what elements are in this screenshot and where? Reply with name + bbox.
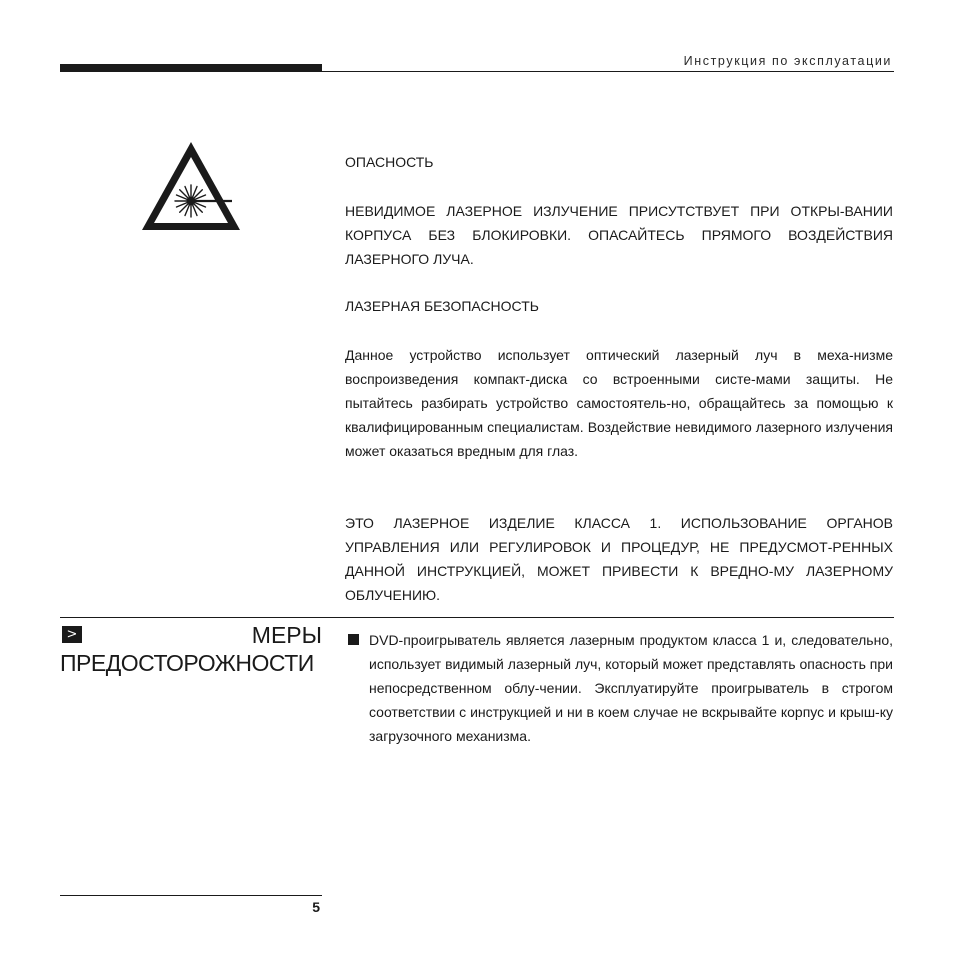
danger-heading: ОПАСНОСТЬ — [345, 154, 434, 170]
running-header: Инструкция по эксплуатации — [683, 54, 892, 68]
header-thick-bar — [60, 64, 322, 72]
precaution-bullet-text: DVD-проигрыватель является лазерным продуктом класса 1 и, следовательно, использует видимый лазерный луч, который может представлять опасность при непосредственном облу-чении. Эксплуатируйте проигрыватель в строгом соответствии с инструкцией и ни в коем случае не вскрывайте корпус и крыш-ку загрузочного механизма. — [369, 632, 893, 744]
section-title-line1: МЕРЫ — [251, 622, 322, 648]
laser-warning-icon — [140, 140, 242, 232]
section-title-line2: ПРЕДОСТОРОЖНОСТИ — [60, 650, 314, 676]
laser-safety-heading: ЛАЗЕРНАЯ БЕЗОПАСНОСТЬ — [345, 298, 539, 314]
laser-safety-text: Данное устройство использует оптический лазерный луч в меха-низме воспроизведения компакт-диска со встроенными систе-мами защиты. Не пытайтесь разбирать устройство самостоятель-но, обращайтесь за помощью к квалифицированным специалистам. Воздействие невидимого лазерного излучения может оказаться вредным для глаз. — [345, 347, 893, 459]
page-number: 5 — [312, 899, 320, 915]
square-bullet-icon — [348, 634, 359, 645]
footer-rule — [60, 895, 322, 896]
danger-text: НЕВИДИМОЕ ЛАЗЕРНОЕ ИЗЛУЧЕНИЕ ПРИСУТСТВУЕТ ПРИ ОТКРЫ-ВАНИИ КОРПУСА БЕЗ БЛОКИРОВКИ. ОПАСАЙТЕСЬ ПРЯМОГО ВОЗДЕЙСТВИЯ ЛАЗЕРНОГО ЛУЧА. — [345, 203, 893, 267]
header-rule — [322, 71, 894, 72]
chevron-right-icon: > — [62, 626, 82, 643]
section-divider — [60, 617, 894, 618]
laser-class-text: ЭТО ЛАЗЕРНОЕ ИЗДЕЛИЕ КЛАССА 1. ИСПОЛЬЗОВАНИЕ ОРГАНОВ УПРАВЛЕНИЯ ИЛИ РЕГУЛИРОВОК И ПРОЦЕДУР, НЕ ПРЕДУСМОТ-РЕННЫХ ДАННОЙ ИНСТРУКЦИЕЙ, МОЖЕТ ПРИВЕСТИ К ВРЕДНО-МУ ЛАЗЕРНОМУ ОБЛУЧЕНИЮ. — [345, 515, 893, 603]
laser-center-dot — [187, 197, 196, 206]
